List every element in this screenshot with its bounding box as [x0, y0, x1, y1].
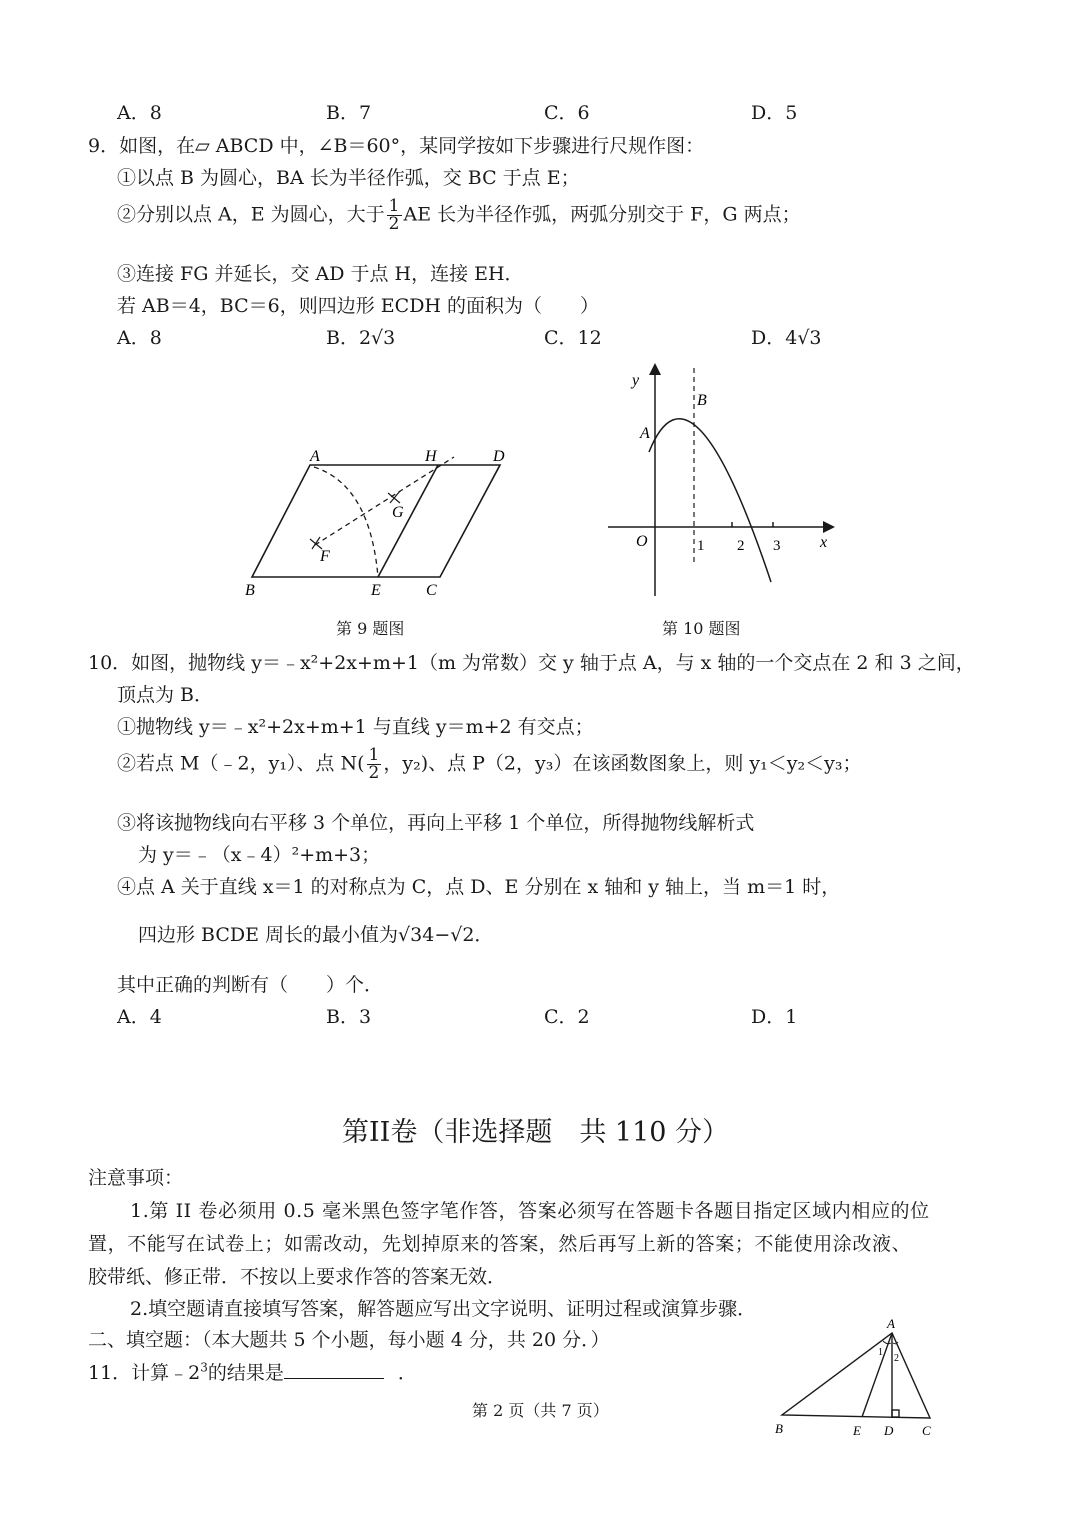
q11 [88, 1358, 417, 1385]
label-h: H [425, 448, 437, 465]
q10-statement-3-line2: 为 y＝﹣（x﹣4）²+m+3； [138, 844, 381, 866]
q9-step2-pre: ②分别以点 A，E 为圆心，大于 [117, 203, 385, 226]
tick-label-3: 3 [773, 538, 781, 554]
tick-label-1: 1 [697, 538, 705, 554]
q9-stem: 9．如图，在▱ ABCD 中，∠B＝60°，某同学按如下步骤进行尺规作图： [88, 135, 705, 157]
label-e: E [371, 582, 381, 599]
tri-angle-1: 1 [878, 1347, 883, 1358]
fraction-numerator: 1 [368, 745, 380, 765]
notice-1-line2: 置，不能写在试卷上；如需改动，先划掉原来的答案，然后再写上新的答案；不能使用涂改液、 [88, 1233, 912, 1255]
q9-step1: ①以点 B 为圆心，BA 长为半径作弧，交 BC 于点 E； [117, 167, 580, 189]
q10-statement-4-line2: 四边形 BCDE 周长的最小值为√34−√2． [138, 924, 494, 946]
q11-answer-blank[interactable] [284, 1360, 384, 1379]
label-b: B [245, 582, 255, 599]
notice-1-line1: 1.第 II 卷必须用 0.5 毫米黑色签字笔作答，答案必须写在答题卡各题目指定区域内相应的位 [130, 1200, 930, 1222]
tri-angle-2: 2 [894, 1353, 899, 1364]
q10-option-c: C．2 [544, 1006, 590, 1028]
q10-s2-fraction [367, 747, 382, 782]
tri-label-b: B [775, 1421, 783, 1436]
page-footer: 第 2 页（共 7 页） [472, 1401, 609, 1420]
part2-title: 第II卷（非选择题 共 110 分） [342, 1117, 730, 1148]
label-c: C [426, 582, 437, 599]
label-a: A [310, 448, 320, 465]
q10-statement-2 [117, 747, 861, 782]
label-d: D [493, 448, 505, 465]
q8-options [0, 98, 1080, 122]
q8-option-c: C．6 [544, 102, 590, 124]
q10-stem-line2: 顶点为 B． [117, 684, 214, 706]
q9-figure-caption: 第 9 题图 [336, 619, 405, 638]
q10-s2-pre: ②若点 M（﹣2，y₁）、点 N( [117, 752, 365, 775]
q8-option-b: B．7 [326, 102, 372, 124]
q9-step3: ③连接 FG 并延长，交 AD 于点 H，连接 EH． [117, 263, 524, 285]
q11-pre: 11．计算﹣2 [88, 1362, 201, 1384]
q10-options [0, 1002, 1080, 1026]
q9-option-d: D．4√3 [751, 327, 822, 349]
point-a-label: A [640, 425, 650, 442]
origin-label: O [636, 533, 648, 550]
notice-heading: 注意事项： [88, 1167, 184, 1189]
q10-parabola-figure [600, 360, 850, 600]
q11-post: 的结果是 [207, 1362, 284, 1384]
q10-stem-line1: 10．如图，抛物线 y＝﹣x²+2x+m+1（m 为常数）交 y 轴于点 A，与 x 轴的一个交点在 2 和 3 之间， [88, 652, 975, 674]
q10-statement-4-line1: ④点 A 关于直线 x＝1 的对称点为 C，点 D、E 分别在 x 轴和 y 轴上，当 m＝1 时， [117, 876, 841, 898]
q9-option-c: C．12 [544, 327, 602, 349]
q9-step2-fraction [387, 198, 402, 233]
q10-option-a: A．4 [117, 1006, 162, 1028]
tri-label-c: C [922, 1423, 931, 1438]
q9-options [0, 323, 1080, 347]
fraction-denominator: 2 [388, 214, 400, 234]
q9-parallelogram-figure [240, 445, 520, 605]
q10-figure-caption: 第 10 题图 [662, 619, 741, 638]
q8-option-a: A．8 [117, 102, 162, 124]
q9-option-a: A．8 [117, 327, 162, 349]
q11-end: ． [397, 1362, 417, 1384]
q10-s2-post: ，y₂)、点 P（2，y₃）在该函数图象上，则 y₁＜y₂＜y₃； [383, 752, 862, 775]
axis-label-x: x [820, 534, 828, 551]
tri-label-a: A [887, 1316, 895, 1331]
tri-label-e: E [853, 1423, 861, 1438]
tick-label-2: 2 [737, 538, 745, 554]
q10-statement-3-line1: ③将该抛物线向右平移 3 个单位，再向上平移 1 个单位，所得抛物线解析式 [117, 812, 755, 834]
fraction-numerator: 1 [388, 196, 400, 216]
q10-question: 其中正确的判断有（ ）个． [117, 974, 384, 996]
notice-2: 2.填空题请直接填写答案，解答题应写出文字说明、证明过程或演算步骤． [130, 1298, 757, 1320]
label-f: F [320, 548, 330, 565]
notice-1-line3: 胶带纸、修正带．不按以上要求作答的答案无效． [88, 1266, 507, 1288]
q10-option-b: B．3 [326, 1006, 372, 1028]
q10-option-d: D．1 [751, 1006, 798, 1028]
fraction-denominator: 2 [368, 763, 380, 783]
vertex-b-label: B [697, 392, 707, 409]
q9-step2-post: AE 长为半径作弧，两弧分别交于 F，G 两点； [403, 203, 801, 226]
q9-question: 若 AB＝4，BC＝6，则四边形 ECDH 的面积为（ ） [117, 295, 600, 317]
q8-option-d: D．5 [751, 102, 798, 124]
q10-statement-1: ①抛物线 y＝﹣x²+2x+m+1 与直线 y＝m+2 有交点； [117, 716, 594, 738]
q11-exponent: 3 [200, 1360, 208, 1375]
axis-label-y: y [632, 372, 640, 389]
tri-label-d: D [884, 1423, 894, 1438]
section-2-heading: 二、填空题：（本大题共 5 个小题，每小题 4 分，共 20 分．） [88, 1329, 610, 1351]
label-g: G [392, 504, 404, 521]
q9-step2 [117, 198, 801, 233]
q9-option-b: B．2√3 [326, 327, 396, 349]
triangle-figure [770, 1315, 950, 1445]
